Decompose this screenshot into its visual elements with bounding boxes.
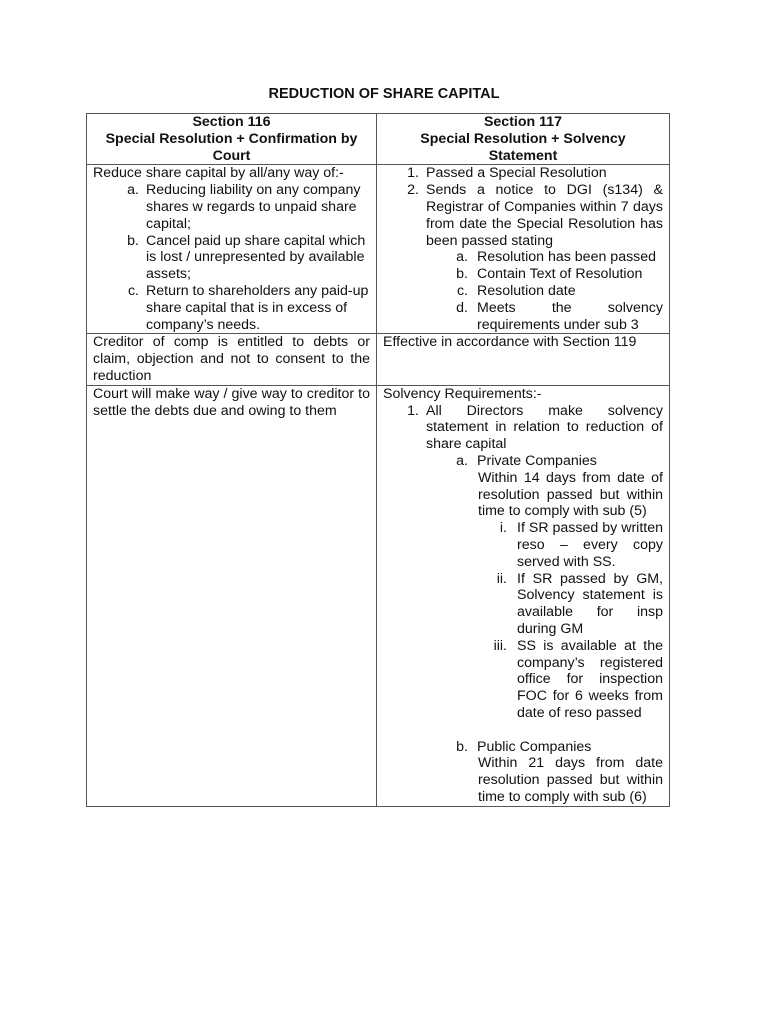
share-capital-table xyxy=(86,113,670,807)
court-way-cell: Court will make way / give way to creditor to settle the debts due and owing to them xyxy=(87,385,377,806)
row1-left-cell xyxy=(87,165,377,334)
table-row xyxy=(87,165,670,334)
list-item: ii. If SR passed by GM, Solvency statement is available for insp during GM xyxy=(496,570,663,637)
list-item: c. Resolution date xyxy=(456,282,576,299)
reduce-intro: Reduce share capital by all/any way of:- xyxy=(93,165,344,182)
spacer xyxy=(383,722,663,739)
list-item: a. Resolution has been passed xyxy=(456,249,657,266)
header-section-116: Section 116 Special Resolution + Confirmation by Court xyxy=(87,114,377,165)
document-title: REDUCTION OF SHARE CAPITAL xyxy=(268,86,500,102)
list-item: iii. SS is available at the company’s registered office for inspection FOC for 6 weeks from date of reso passed xyxy=(493,637,663,721)
list-item: b. Contain Text of Resolution xyxy=(456,266,643,283)
list-item: c. Return to shareholders any paid-up share capital that is in excess of company’s needs. xyxy=(127,282,369,333)
list-item: b. Public Companies xyxy=(456,738,592,755)
list-item: a. Private Companies xyxy=(456,452,597,469)
row1-right-cell xyxy=(377,165,670,334)
solvency-intro: Solvency Requirements:- xyxy=(383,385,542,402)
creditor-entitlement-cell: Creditor of comp is entitled to debts or claim, objection and not to consent to the reduction xyxy=(87,334,377,385)
list-item: b. Cancel paid up share capital which is lost / unrepresented by available assets; xyxy=(127,232,366,283)
list-item: 1. Passed a Special Resolution xyxy=(407,165,607,182)
header-section-117: Section 117 Special Resolution + Solvency Statement xyxy=(377,114,670,165)
effective-cell: Effective in accordance with Section 119 xyxy=(377,334,670,385)
table-header-row xyxy=(87,114,670,165)
list-item: a. Reducing liability on any company shares w regards to unpaid share capital; xyxy=(127,182,361,232)
solvency-requirements-cell xyxy=(377,385,670,806)
table-row xyxy=(87,385,670,806)
public-companies-desc: Within 21 days from date resolution passed but within time to comply with sub (6) xyxy=(478,755,663,806)
table-row xyxy=(87,334,670,385)
list-item: 1. All Directors make solvency statement in relation to reduction of share capital xyxy=(407,402,663,453)
list-item: i. If SR passed by written reso – every copy served with SS. xyxy=(499,520,663,570)
list-item: d. Meets the solvency requirements under sub 3 xyxy=(456,299,663,333)
list-item: 2. Sends a notice to DGI (s134) & Registrar of Companies within 7 days from date the Special Resolution has been passed stating xyxy=(407,182,663,249)
private-companies-desc: Within 14 days from date of resolution passed but within time to comply with sub (5) xyxy=(478,469,663,520)
